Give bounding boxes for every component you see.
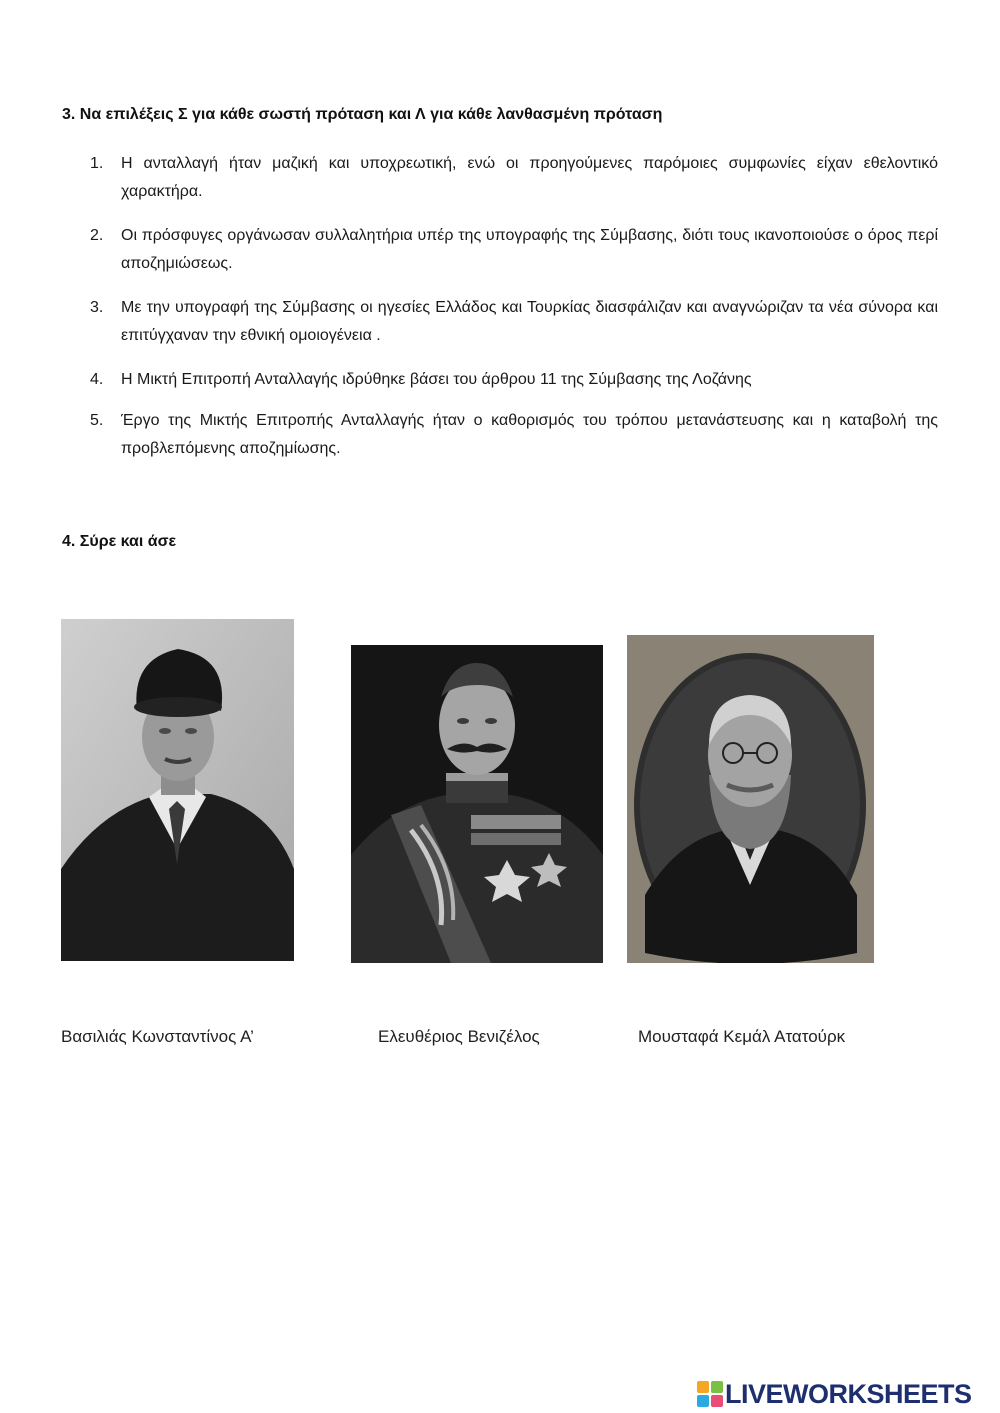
name-label-2[interactable]: Ελευθέριος Βενιζέλος [378,1027,540,1046]
list-item [90,407,938,463]
logo-square-1 [697,1381,709,1393]
brand-text: LIVEWORKSHEETS [725,1378,972,1409]
statement-text: Η Μικτή Επιτροπή Ανταλλαγής ιδρύθηκε βάσει του άρθρου 11 της Σύμβασης της Λοζάνης [121,371,752,388]
list-item [90,366,938,394]
item-number: 1. [90,155,104,172]
section-3-title: 3. Να επιλέξεις Σ για κάθε σωστή πρόταση και Λ για κάθε λανθασμένη πρόταση [62,106,663,123]
item-number: 3. [90,299,104,316]
list-item [90,222,938,278]
statement-text: Η ανταλλαγή ήταν μαζική και υποχρεωτική, ενώ οι προηγούμενες παρόμοιες συμφωνίες είχαν εθελοντικό χαρακτήρα. [121,155,938,200]
name-label-3[interactable]: Μουσταφά Κεμάλ Ατατούρκ [638,1027,846,1046]
liveworksheets-logo [697,1379,972,1409]
list-item [90,294,938,350]
statement-text: Με την υπογραφή της Σύμβασης οι ηγεσίες Ελλάδος και Τουρκίας διασφάλιζαν και αναγνώριζαν τα νέα σύνορα και επιτύγχαναν την εθνική ομοιογένεια . [121,299,938,344]
item-number: 4. [90,371,104,388]
list-item [90,150,938,206]
liveworksheets-icon [697,1381,723,1407]
logo-square-2 [711,1381,723,1393]
true-false-list [90,150,938,479]
portrait-photo-3 [627,635,874,963]
section-4-title: 4. Σύρε και άσε [62,533,177,550]
statement-text: Έργο της Μικτής Επιτροπής Ανταλλαγής ήταν ο καθορισμός του τρόπου μετανάστευσης και η καταβολή της προβλεπόμενης αποζημίωσης. [121,412,938,457]
name-label-1[interactable]: Βασιλιάς Κωνσταντίνος Α’ [61,1027,254,1046]
portrait-photo-2 [351,645,603,963]
item-number: 5. [90,412,104,429]
statement-text: Οι πρόσφυγες οργάνωσαν συλλαλητήρια υπέρ της υπογραφής της Σύμβασης, διότι τους ικανοποιούσε ο όρος περί αποζημιώσεως. [121,227,938,272]
portrait-photo-1 [61,619,294,961]
item-number: 2. [90,227,104,244]
logo-square-4 [711,1395,723,1407]
logo-square-3 [697,1395,709,1407]
